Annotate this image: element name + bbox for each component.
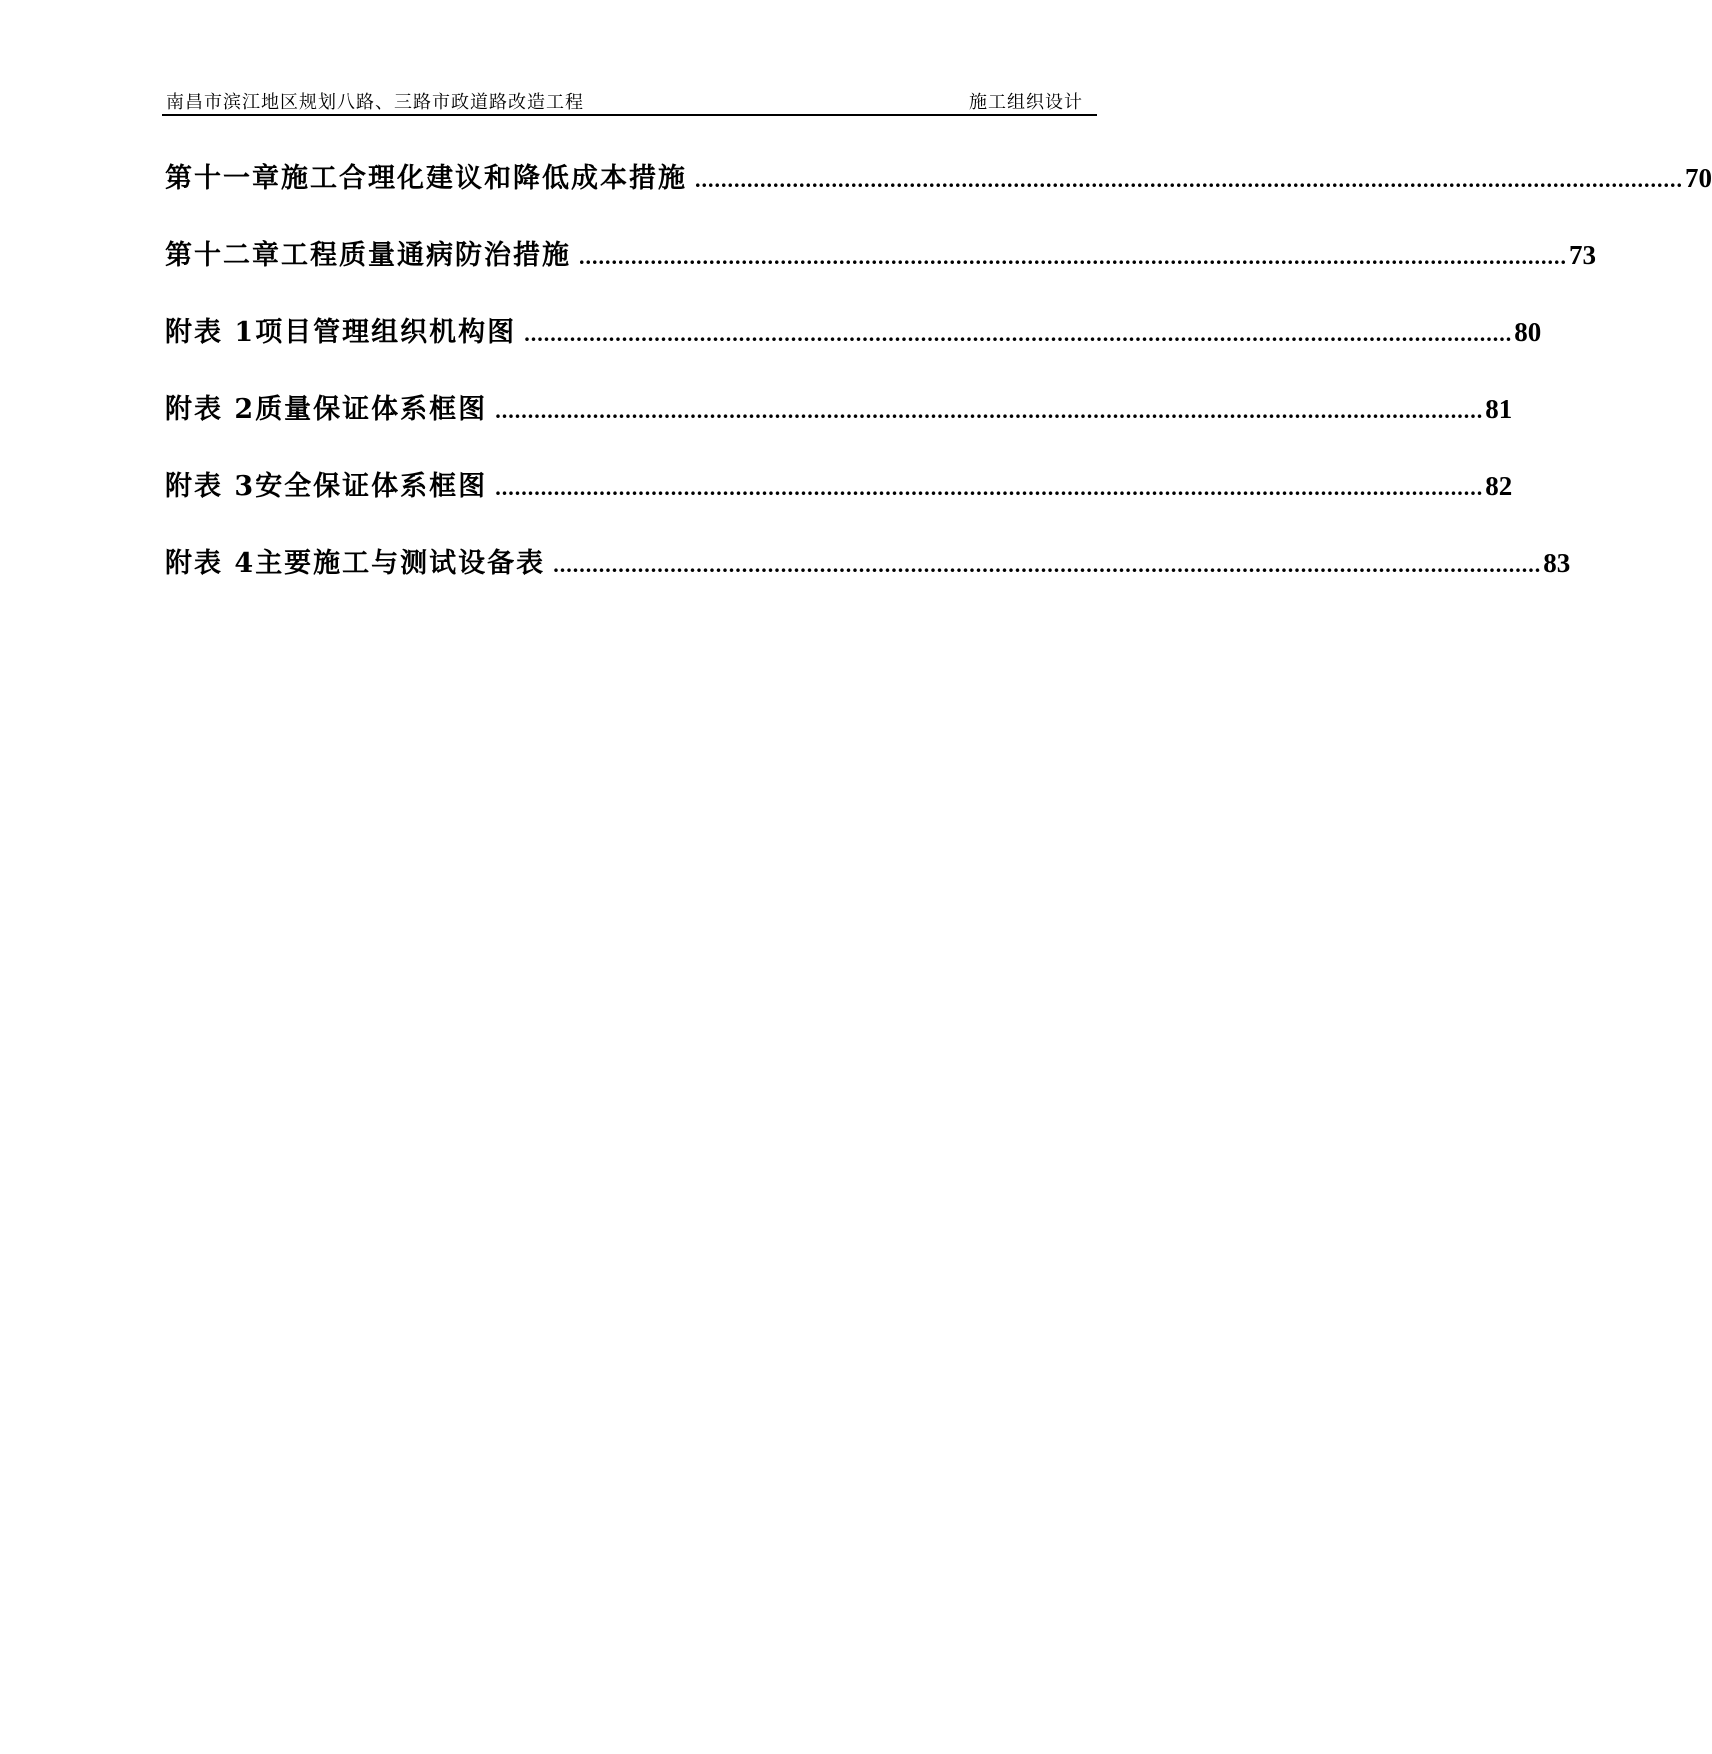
toc-dot-leader: ........................................................................................................................................................ [695,167,1683,192]
toc-entry-page: 80 [1514,317,1542,347]
toc-entry[interactable] [165,158,1712,235]
toc-entry-title: 工程质量通病防治措施 [281,240,571,271]
toc-entry-label: 附表 3 [165,471,256,502]
toc-entry-page: 82 [1485,471,1513,501]
toc-entry-page: 70 [1685,163,1712,193]
page-header [162,84,1097,116]
toc-entry-label: 附表 1 [165,317,256,348]
toc-entry-page: 81 [1485,394,1513,424]
toc-entry-title: 项目管理组织机构图 [255,317,517,348]
toc-entry[interactable] [165,312,1542,389]
toc-dot-leader: ........................................................................................................................................................ [524,321,1513,346]
toc-dot-leader: ........................................................................................................................................................ [553,552,1542,577]
toc-entry-title: 施工合理化建议和降低成本措施 [281,163,687,194]
toc-entry-title: 质量保证体系框图 [255,394,488,425]
table-of-contents [165,158,1712,620]
toc-entry-title: 主要施工与测试设备表 [255,548,546,579]
header-document-type: 施工组织设计 [969,92,1083,113]
toc-entry-label: 第十一章 [165,163,281,194]
header-project-title: 南昌市滨江地区规划八路、三路市政道路改造工程 [166,92,584,113]
toc-entry-label: 附表 4 [165,548,256,579]
toc-entry[interactable] [165,466,1513,543]
toc-entry[interactable] [165,389,1513,466]
toc-entry-label: 第十二章 [165,240,281,271]
toc-dot-leader: ........................................................................................................................................................ [495,475,1484,500]
toc-entry-page: 83 [1543,548,1571,578]
toc-entry[interactable] [165,543,1571,620]
toc-dot-leader: ........................................................................................................................................................ [579,244,1567,269]
toc-entry[interactable] [165,235,1596,312]
toc-entry-title: 安全保证体系框图 [255,471,488,502]
toc-dot-leader: ........................................................................................................................................................ [495,398,1484,423]
toc-entry-label: 附表 2 [165,394,256,425]
toc-entry-page: 73 [1569,240,1596,270]
